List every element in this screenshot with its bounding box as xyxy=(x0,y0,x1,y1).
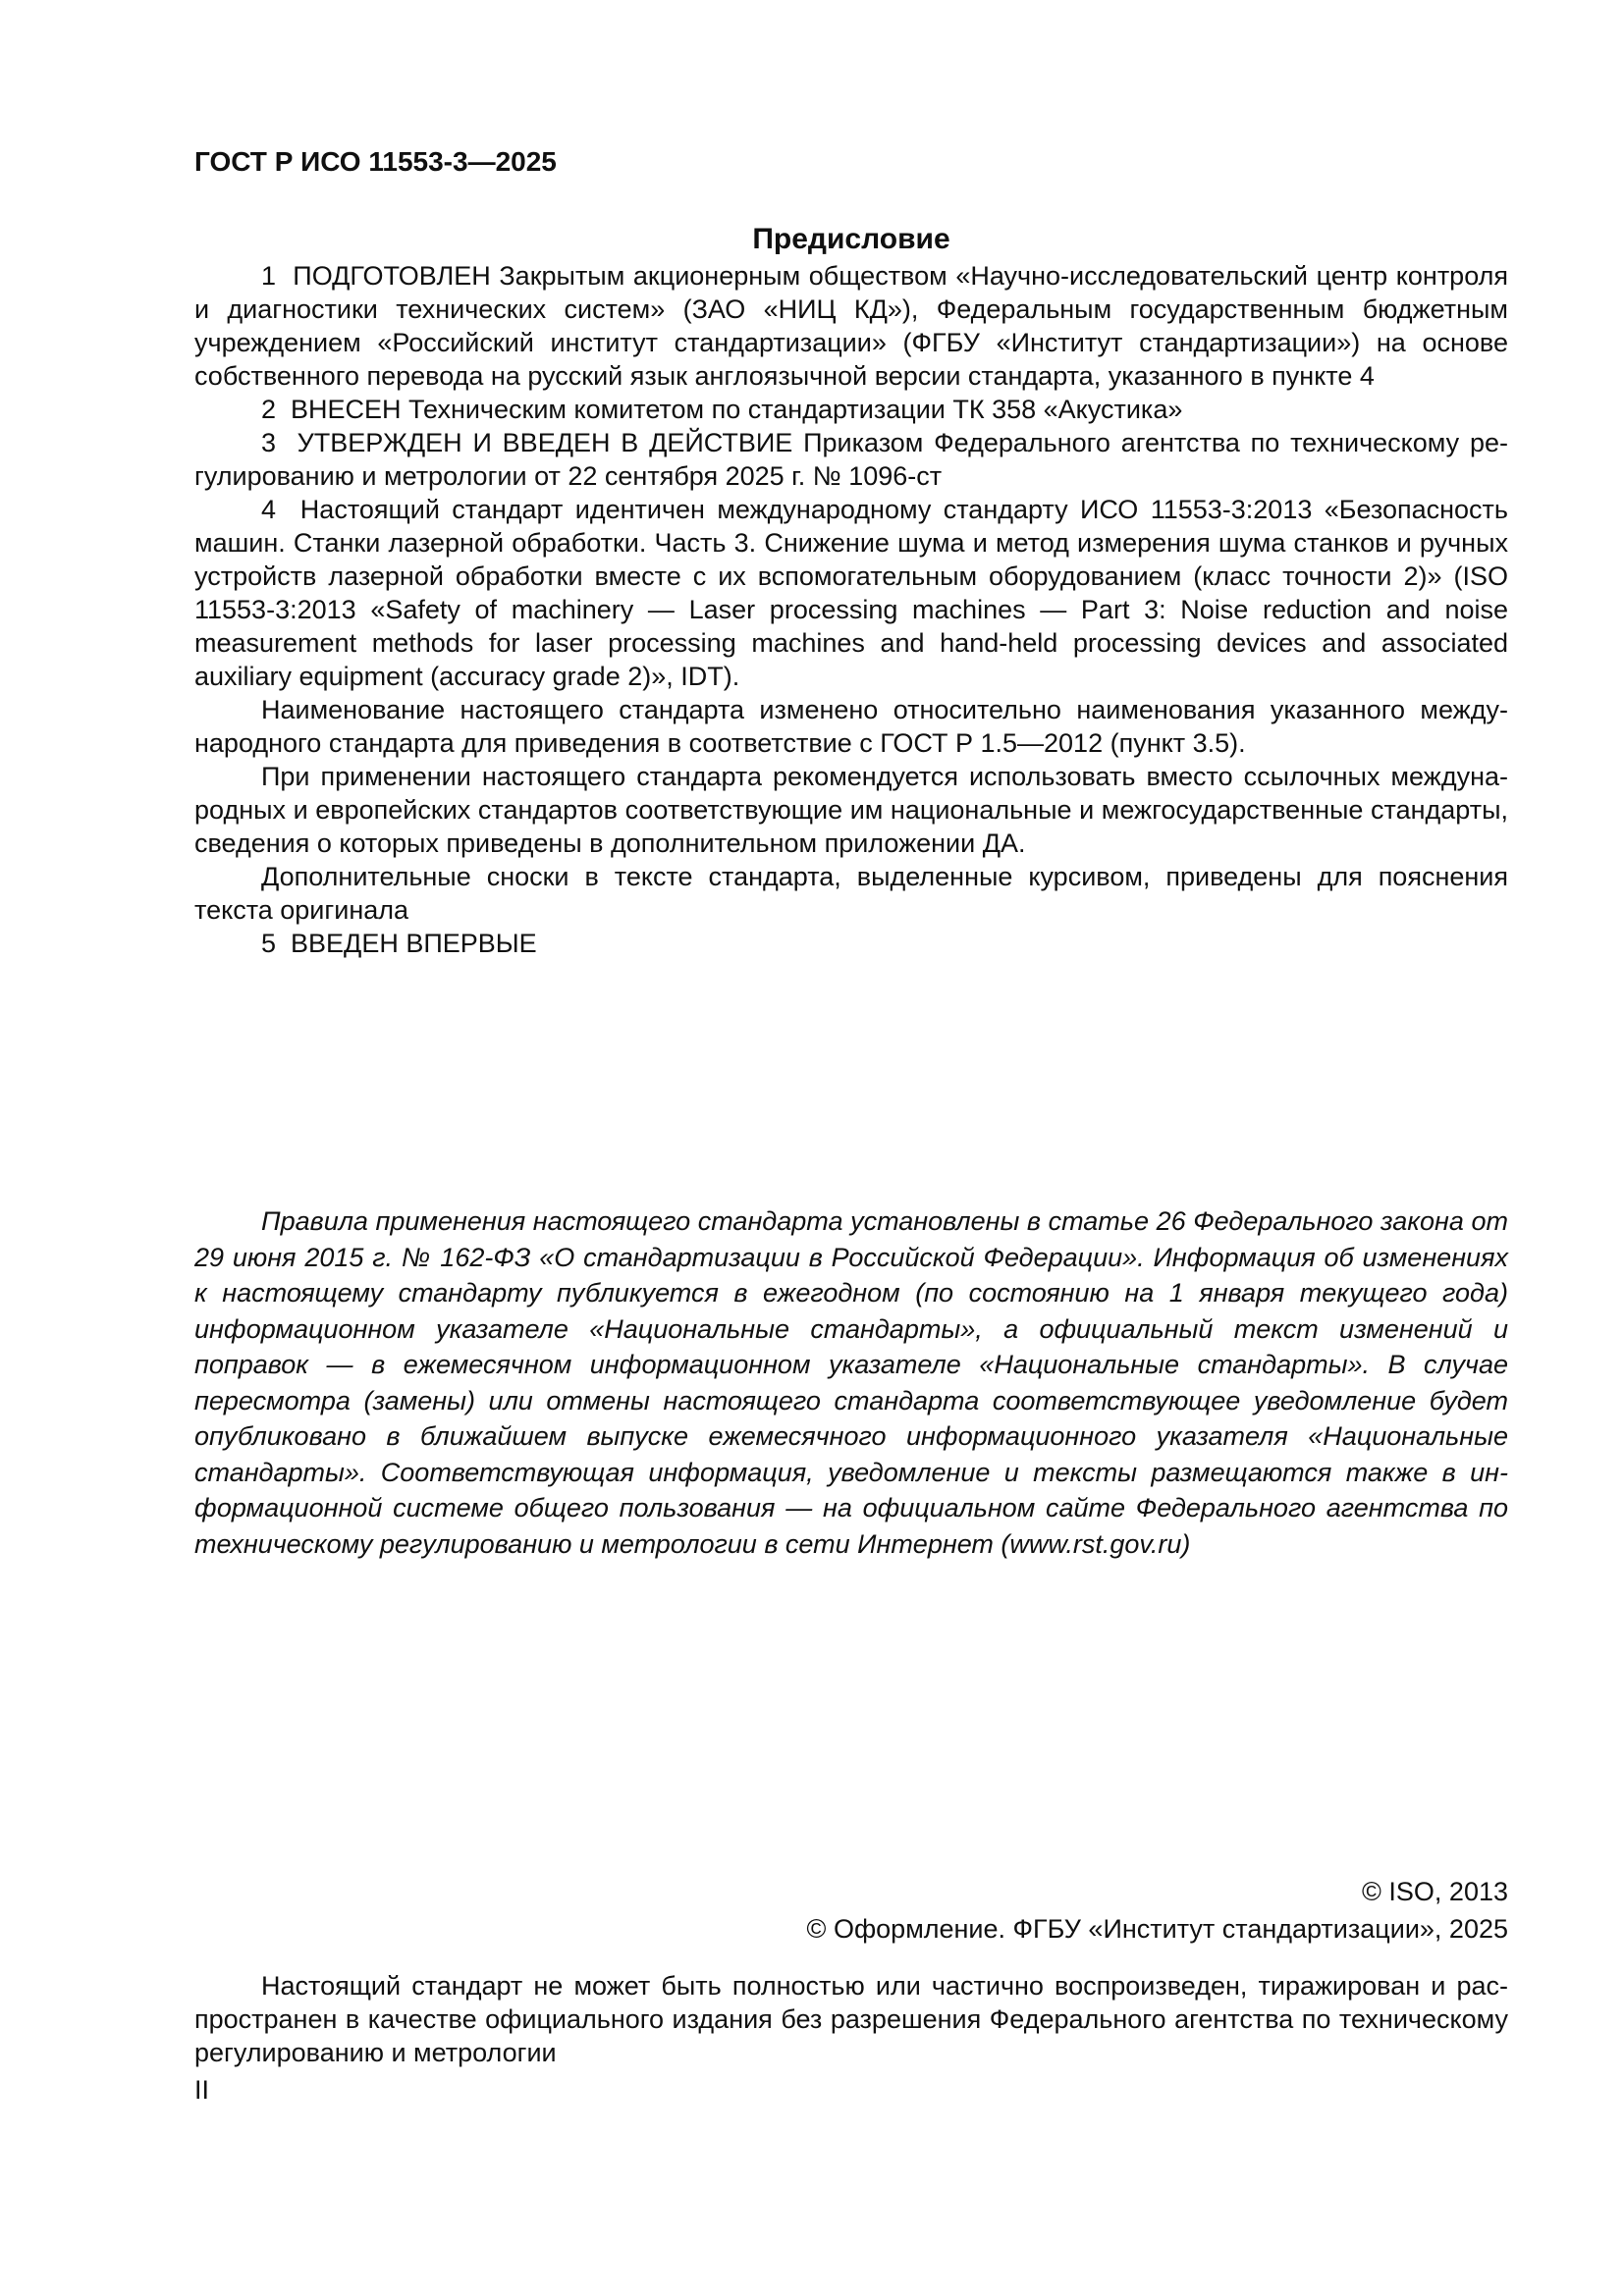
copyright-iso: © ISO, 2013 xyxy=(1362,1877,1508,1906)
foreword-item-3: 3 УТВЕРЖДЕН И ВВЕДЕН В ДЕЙСТВИЕ Приказом Федерального агентства по техническому регулированию и метрологии от 22 сентября 2025 г. № 1096-ст xyxy=(194,428,1508,491)
legal-application-notice: Правила применения настоящего стандарта установлены в статье 26 Федерального закона от 29 июня 2015 г. № 162-ФЗ «О стандартизации в Российской Федерации». Информация об изменениях к настоящему стандарту публикуется в ежегодном (по состоянию на 1 января текущего года) информационном указателе «Национальные стандарты», а официальный текст изменений и поправок — в ежемесячном информационном указателе «Национальные стандарты». В случае пересмотра (замены) или отмены настоящего стандарта соответствующее уведомление будет опубликовано в ближайшем выпуске ежемесячного информационного указателя «Национальные стандарты». Соответствующая информация, уведомление и тексты размещаются также в информационной системе общего пользования — на официальном сайте Федерального агентства по техническому регулированию и метрологии в сети Интернет (www.rst.gov.ru) xyxy=(194,1206,1508,1559)
page-number: II xyxy=(194,2075,210,2105)
reproduction-restriction-notice: Настоящий стандарт не может быть полностью или частично воспроизведен, тиражирован и распространен в качестве официального издания без разрешения Федерального агентства по техническому регулированию и метрологии xyxy=(194,1971,1508,2067)
copyright-block xyxy=(194,1873,1508,1948)
copyright-publisher: © Оформление. ФГБУ «Институт стандартизации», 2025 xyxy=(806,1914,1508,1944)
foreword-item-4-note-1: Наименование настоящего стандарта изменено относительно наименования указанного международного стандарта для приведения в соответствие с ГОСТ Р 1.5—2012 (пункт 3.5). xyxy=(194,695,1508,758)
standard-designation: ГОСТ Р ИСО 11553-3—2025 xyxy=(194,146,557,177)
foreword-item-5: 5 ВВЕДЕН ВПЕРВЫЕ xyxy=(261,929,537,958)
foreword-item-4: 4 Настоящий стандарт идентичен международному стандарту ИСО 11553-3:2013 «Безопасность машин. Станки лазерной обработки. Часть 3. Снижение шума и метод измерения шума станков и ручных устройств лазерной обработки вместе с их вспомогательным оборудованием (класс точности 2)» (ISO 11553-3:2013 «Safety of machinery — Laser processing machines — Part 3: Noise reduction and noise measurement methods for laser processing machines and hand-held processing devices and associated auxiliary equipment (accuracy grade 2)», IDT). xyxy=(194,495,1508,691)
foreword-item-4-note-2: При применении настоящего стандарта рекомендуется использовать вместо ссылочных международных и европейских стандартов соответствующие им национальные и межгосударственные стандарты, сведения о которых приведены в дополнительном приложении ДА. xyxy=(194,762,1508,858)
page-title: Предисловие xyxy=(752,223,950,255)
foreword-item-1: 1 ПОДГОТОВЛЕН Закрытым акционерным обществом «Научно-исследовательский центр контроля и диагностики технических систем» (ЗАО «НИЦ КД»), Федеральным государственным бюджетным учреждением «Российский институт стандартизации» (ФГБУ «Институт стандартизации») на основе собственного перевода на русский язык англоязычной версии стандарта, указанного в пункте 4 xyxy=(194,261,1508,391)
foreword-item-2: 2 ВНЕСЕН Техническим комитетом по стандартизации ТК 358 «Акустика» xyxy=(261,395,1183,424)
foreword-item-4-note-3: Дополнительные сноски в тексте стандарта, выделенные курсивом, приведены для пояснения текста оригинала xyxy=(194,862,1508,925)
